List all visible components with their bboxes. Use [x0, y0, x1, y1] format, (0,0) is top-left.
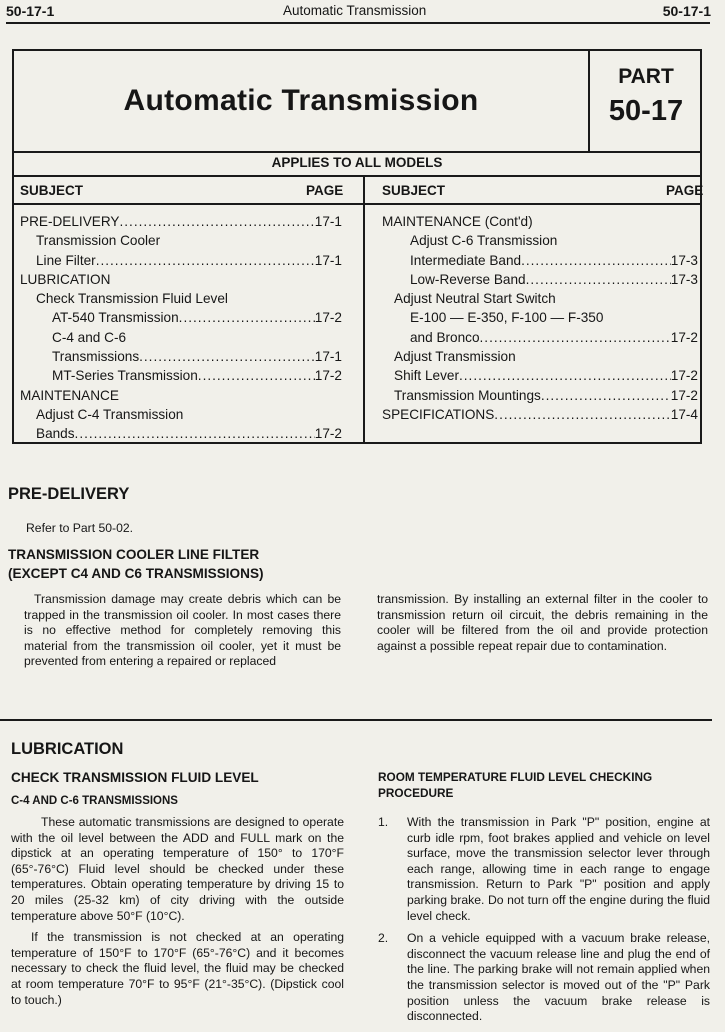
procedure-step: 2. On a vehicle equipped with a vacuum brake release, disconnect the vacuum release line and plug the end of the line. The parking brake will not remain applied when the transmission selector is moved out of the "P" Park position unless the vacuum brake release is disconnected.: [378, 931, 710, 1024]
title-band: [14, 51, 588, 151]
toc-left-subject-heading: SUBJECT: [20, 183, 84, 198]
toc-left-heading-rule: [14, 203, 363, 205]
toc-entry: PRE-DELIVERY ..... 17-1: [20, 212, 342, 231]
lubrication-column-left: [11, 815, 344, 1008]
part-divider: [588, 51, 590, 151]
header-left-page-number: 50-17-1: [6, 3, 55, 19]
toc-entry: Shift Lever ..... 17-2: [382, 366, 698, 385]
header-rule: [6, 22, 710, 24]
toc-entry: MT-Series Transmission ..... 17-2: [20, 366, 342, 385]
toc-entry: Check Transmission Fluid Level: [36, 291, 228, 307]
toc-entry: MAINTENANCE: [20, 387, 119, 403]
lubrication-heading: LUBRICATION: [11, 740, 124, 758]
toc-entry: C-4 and C-6: [52, 329, 127, 345]
column-divider: [363, 175, 365, 442]
toc-entry: Adjust C-6 Transmission: [410, 233, 558, 249]
toc-entry: SPECIFICATIONS ..... 17-4: [382, 405, 698, 424]
cooler-filter-heading-line2: (EXCEPT C4 AND C6 TRANSMISSIONS): [8, 566, 264, 581]
document-title: Automatic Transmission: [123, 84, 479, 117]
cooler-filter-heading-line1: TRANSMISSION COOLER LINE FILTER: [8, 547, 260, 562]
toc-right-column: [382, 212, 698, 424]
toc-entry: Transmissions ..... 17-1: [20, 347, 342, 366]
operating-temperature-paragraph: These automatic transmissions are designed to operate with the oil level between the ADD and FULL mark on the dipstick at an operating temperature of 150° to 170°F (65°-76°C) Fluid level should be checked under these temperatures. Obtain operating temperature by driving 15 to 20 miles (25-32 km) of city driving with the outside temperature above 50°F (10°C).: [11, 815, 344, 923]
toc-entry: E-100 — E-350, F-100 — F-350: [410, 310, 604, 326]
toc-entry: Bands ..... 17-2: [20, 424, 342, 443]
toc-entry: Adjust Transmission: [394, 349, 516, 365]
applies-divider: [14, 175, 700, 177]
toc-entry: Adjust Neutral Start Switch: [394, 291, 556, 307]
toc-entry: LUBRICATION: [20, 271, 111, 287]
toc-right-heading-rule: [365, 203, 700, 205]
toc-entry: and Bronco ..... 17-2: [382, 328, 698, 347]
part-number: 50-17: [608, 95, 684, 127]
check-fluid-level-heading: CHECK TRANSMISSION FLUID LEVEL: [11, 770, 259, 785]
toc-entry: Intermediate Band ..... 17-3: [382, 251, 698, 270]
toc-entry: AT-540 Transmission ..... 17-2: [20, 308, 342, 327]
header-chapter-title: Automatic Transmission: [283, 3, 427, 18]
toc-entry: Transmission Cooler: [36, 233, 161, 249]
toc-entry: MAINTENANCE (Cont'd): [382, 214, 533, 229]
toc-right-subject-heading: SUBJECT: [382, 183, 446, 198]
room-temperature-paragraph: If the transmission is not checked at an operating temperature of 150°F to 170°F (65°-76°C) and it becomes necessary to check the fluid level, the fluid may be checked at room temperature 70°F to 95°F (21°-35°C). (Dipstick cool to touch.): [11, 930, 344, 1007]
toc-entry: Line Filter ..... 17-1: [20, 251, 342, 270]
room-temp-procedure-heading: ROOM TEMPERATURE FLUID LEVEL CHECKING PROCEDURE: [378, 770, 653, 800]
cooler-filter-paragraph-right: transmission. By installing an external filter in the cooler to transmission return oil circuit, the debris remaining in the cooler will be filtered from the oil and provide protection against a possible repeat repair due to contamination.: [377, 592, 708, 653]
part-label: PART: [618, 65, 674, 88]
header-right-page-number: 50-17-1: [662, 3, 711, 19]
contents-box: [12, 49, 702, 444]
toc-left-column: [20, 212, 342, 444]
cooler-filter-paragraph-left: Transmission damage may create debris which can be trapped in the transmission oil cooler. In most cases there is no effective method for completely removing this material from the transmission oil cooler, yet it must be prevented from entering a repaired or replaced: [24, 592, 341, 669]
toc-entry: Low-Reverse Band ..... 17-3: [382, 270, 698, 289]
toc-left-page-heading: PAGE: [306, 183, 344, 198]
toc-entry: Transmission Mountings ..... 17-2: [382, 386, 698, 405]
procedure-steps: [378, 815, 710, 1032]
c4-c6-heading: C-4 AND C-6 TRANSMISSIONS: [11, 795, 178, 807]
toc-entry: Adjust C-4 Transmission: [36, 406, 184, 422]
pre-delivery-heading: PRE-DELIVERY: [8, 485, 130, 503]
pre-delivery-reference: Refer to Part 50-02.: [26, 521, 134, 535]
applies-to-all-models: APPLIES TO ALL MODELS: [271, 155, 443, 170]
procedure-step: 1. With the transmission in Park "P" position, engine at curb idle rpm, foot brakes applied and vehicle on level surface, move the transmission selector lever through each range, allowing time in each range to engage transmission. Return to Park "P" position and apply parking brake. Do not turn off the engine during the fluid level check.: [378, 815, 710, 923]
title-divider: [14, 151, 700, 153]
section-rule: [0, 719, 712, 721]
toc-right-page-heading: PAGE: [666, 183, 704, 198]
